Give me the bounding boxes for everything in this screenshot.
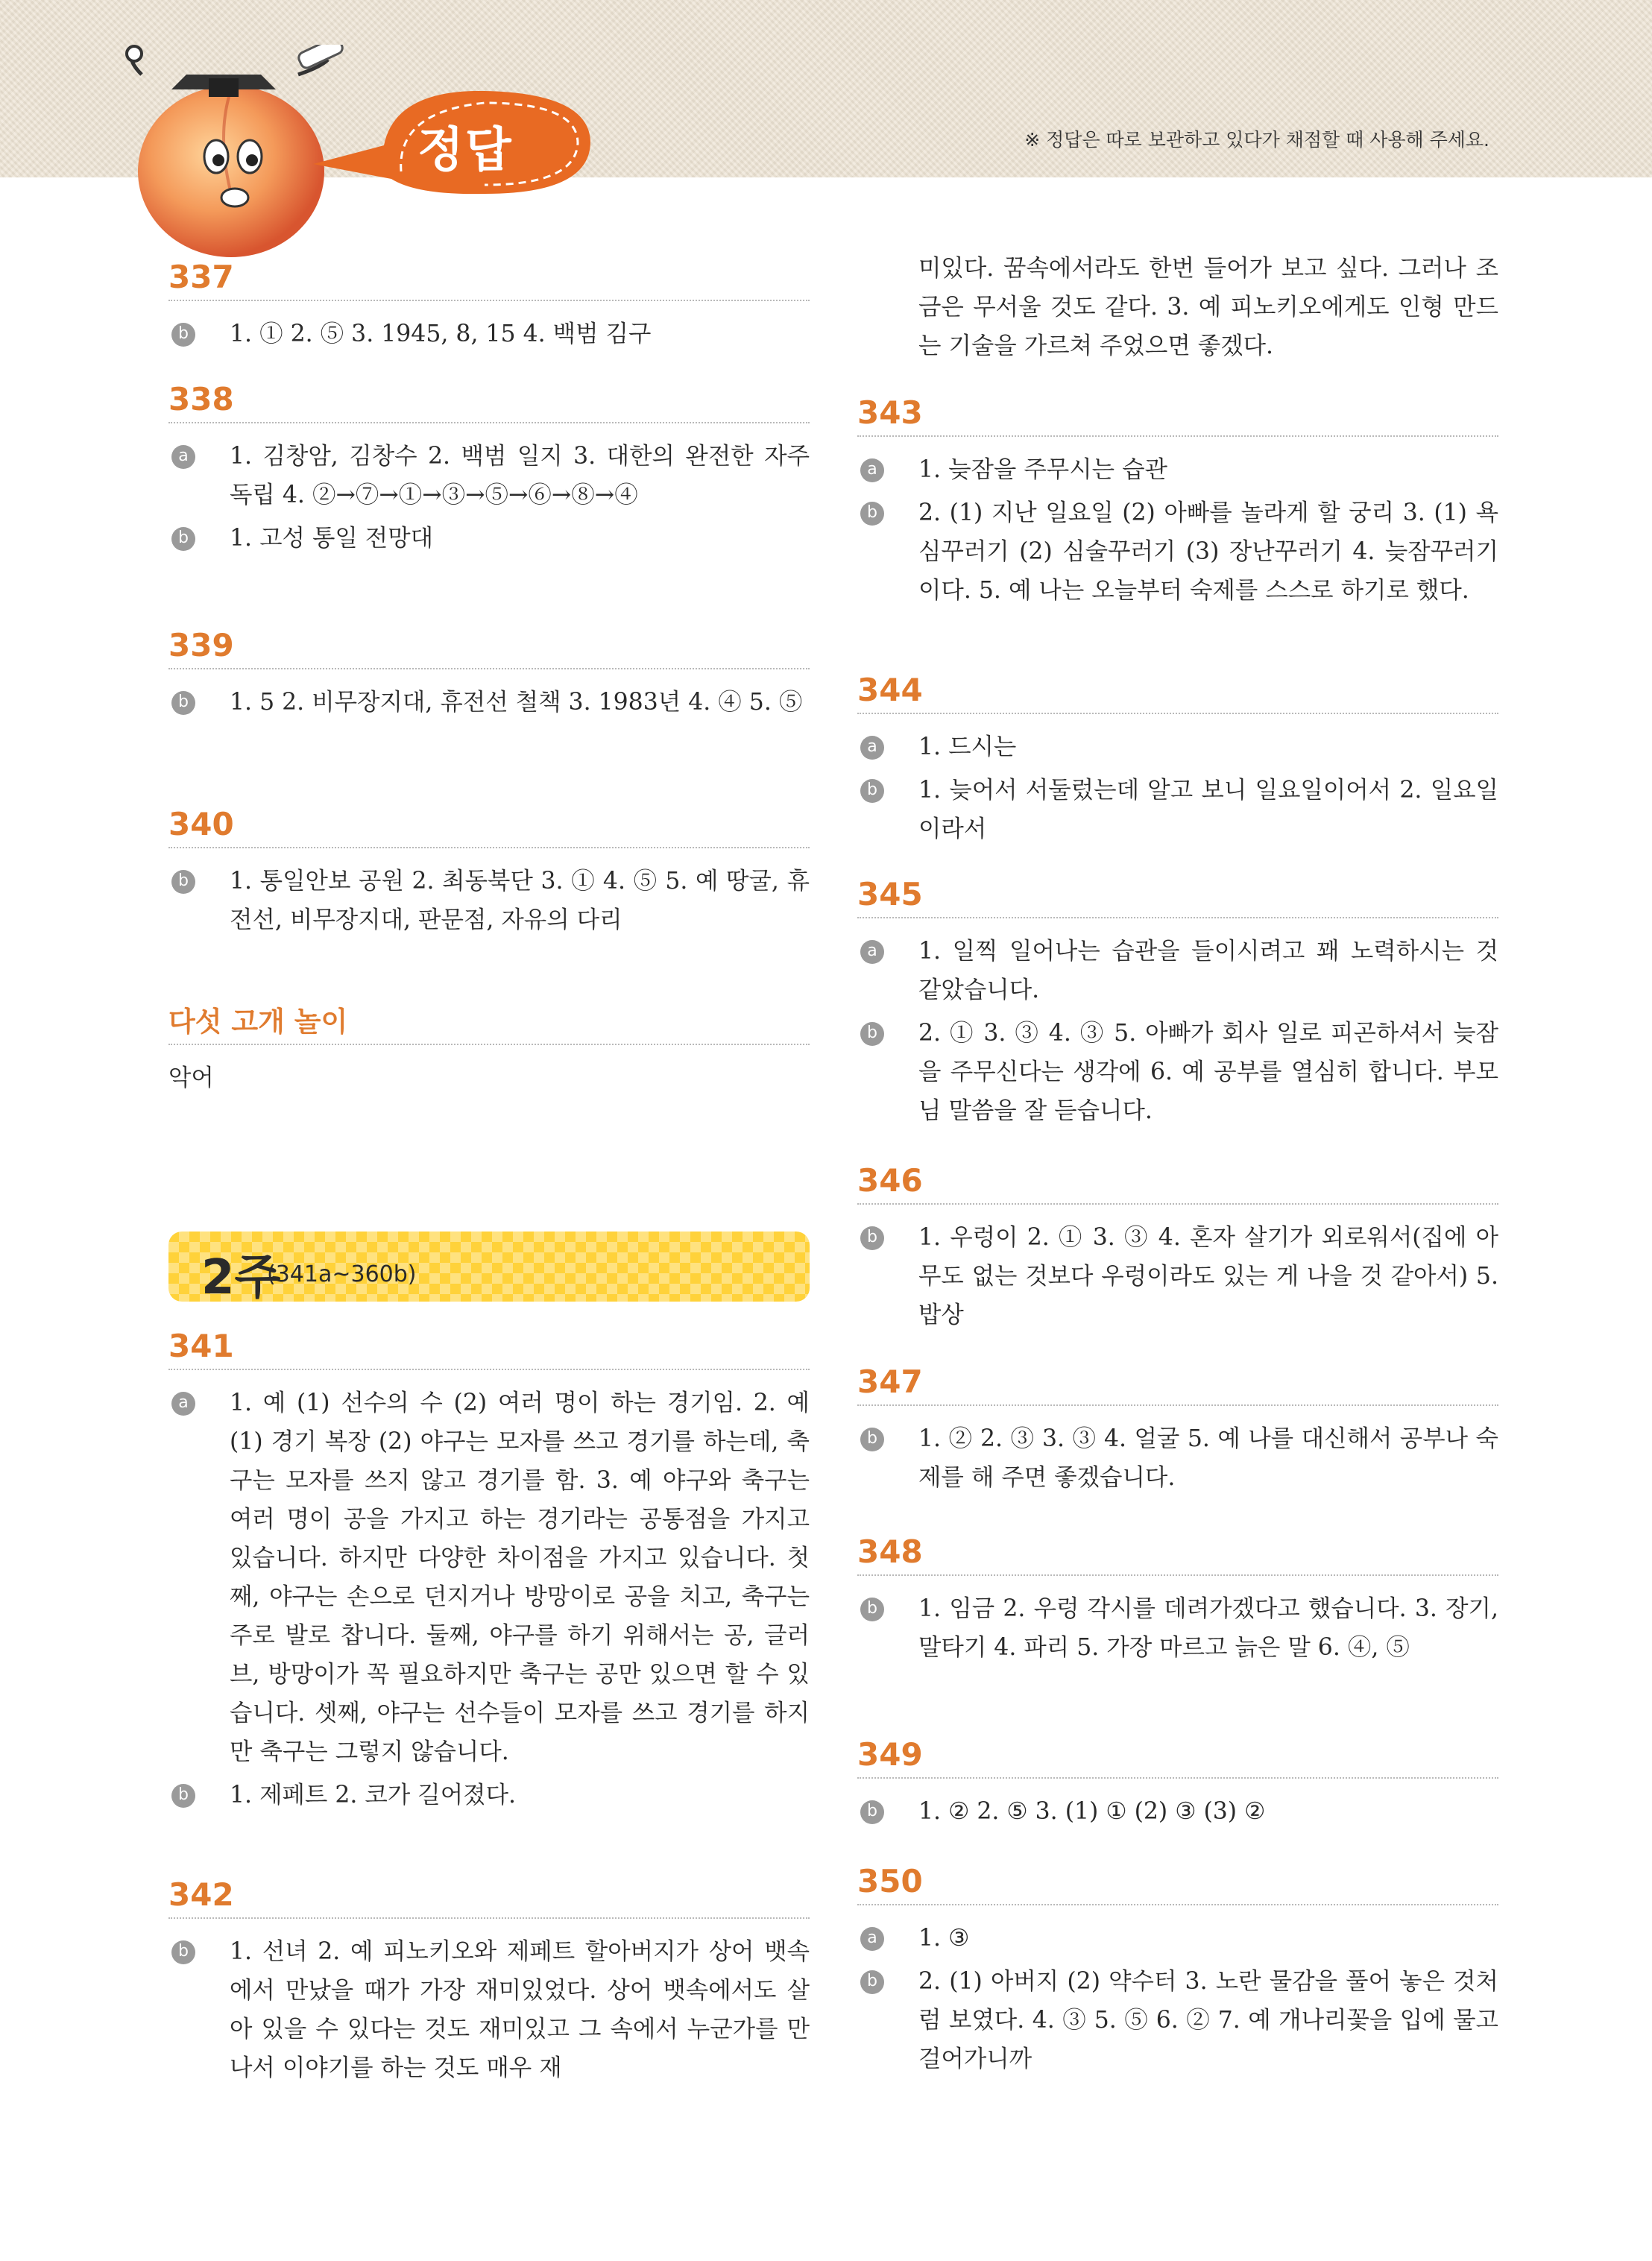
answer-row [857,1962,1498,2078]
answer-text: 1. 예 (1) 선수의 수 (2) 여러 명이 하는 경기임. 2. 예 (1) 경기 복장 (2) 야구는 모자를 쓰고 경기를 하는데, 축구는 모자를 쓰지 않고 경기를 함. 3. 예 야구와 축구는 여러 명이 공을 가지고 하는 경기라는 공통점을 가지고 있습니다. 하지만 다양한 차이점을 가지고 있습니다. 첫째, 야구는 손으로 던지거나 방망이로 공을 치고, 축구는 주로 발로 찹니다. 둘째, 야구를 하기 위해서는 공, 글러브, 방망이가 꼭 필요하지만 축구는 공만 있으면 할 수 있습니다. 셋째, 야구는 선수들이 모자를 쓰고 경기를 하지만 축구는 그렇지 않습니다. [230,1390,810,1766]
answer-text: 1. 일찍 일어나는 습관을 들이시려고 꽤 노력하시는 것 같았습니다. [918,938,1498,1004]
answer-row [168,1384,810,1771]
answer-text: 1. 선녀 2. 예 피노키오와 제페트 할아버지가 상어 뱃속에서 만났을 때가 가장 재미있었다. 상어 뱃속에서도 살아 있을 수 있다는 것도 재미있고 그 속에서 누군가를 만나서 이야기를 하는 것도 매우 재 [230,1938,810,2082]
answer-block-339 [168,628,810,726]
question-number: 343 [857,395,1498,437]
answer-block-349 [857,1737,1498,1835]
answer-continuation-342 [857,249,1498,370]
part-b-marker: b [171,1940,195,1964]
answer-row [168,519,810,558]
answer-block-342 [168,1877,810,2092]
answer-block-337 [168,259,810,358]
answer-row [857,1014,1498,1130]
answer-text: 1. 고성 통일 전망대 [230,525,434,552]
answer-block-350 [857,1864,1498,2083]
answer-row [857,1792,1498,1831]
answer-text: 1. 드시는 [918,734,1017,761]
answer-row [168,315,810,353]
answer-text: 1. ② 2. ⑤ 3. (1) ① (2) ③ (3) ② [918,1798,1266,1826]
question-number: 337 [168,259,810,301]
answer-text: 1. 임금 2. 우렁 각시를 데려가겠다고 했습니다. 3. 장기, 말타기 4. 파리 5. 가장 마르고 늙은 말 6. ④, ⑤ [918,1595,1498,1662]
answer-row [857,493,1498,610]
answer-text: 2. (1) 지난 일요일 (2) 아빠를 놀라게 할 궁리 3. (1) 욕심꾸러기 (2) 심술꾸러기 (3) 장난꾸러기 4. 늦잠꾸러기이다. 5. 예 나는 오늘부터 숙제를 스스로 하기로 했다. [918,499,1498,605]
answer-text: 2. ① 3. ③ 4. ③ 5. 아빠가 회사 일로 피곤하셔서 늦잠을 주무신다는 생각에 6. 예 공부를 열심히 합니다. 부모님 말씀을 잘 듣습니다. [918,1020,1498,1125]
answer-text: 1. 늦어서 서둘렀는데 알고 보니 일요일이어서 2. 일요일이라서 [918,777,1498,843]
answer-block-341 [168,1328,810,1819]
part-b-marker: b [860,502,884,526]
answer-text: 1. ③ [918,1925,970,1952]
part-b-marker: b [860,1022,884,1046]
week-range: (341a~360b) [267,1261,417,1287]
question-number: 340 [168,807,810,848]
answer-block-343 [857,395,1498,614]
part-b-marker: b [171,323,195,347]
answer-row [857,1919,1498,1958]
week-banner [168,1232,810,1305]
answer-row [168,1932,810,2087]
part-a-marker: a [860,1927,884,1951]
answer-row [168,437,810,514]
question-number: 341 [168,1328,810,1370]
answer-block-345 [857,877,1498,1135]
answer-text: 미있다. 꿈속에서라도 한번 들어가 보고 싶다. 그러나 조금은 무서울 것도 같다. 3. 예 피노키오에게도 인형 만드는 기술을 가르쳐 주었으면 좋겠다. [918,255,1498,359]
question-number: 347 [857,1364,1498,1406]
question-number: 342 [168,1877,810,1919]
answer-text: 2. (1) 아버지 (2) 약수터 3. 노란 물감을 풀어 놓은 것처럼 보였다. 4. ③ 5. ⑤ 6. ② 7. 예 개나리꽃을 입에 물고 걸어가니까 [918,1968,1498,2073]
question-number: 345 [857,877,1498,918]
part-b-marker: b [860,779,884,803]
game-answer: 악어 [168,1065,214,1091]
answer-row [857,932,1498,1009]
answer-row [857,1218,1498,1334]
part-b-marker: b [171,1784,195,1808]
game-block [168,999,810,1097]
answer-block-340 [168,807,810,944]
part-b-marker: b [171,870,195,894]
game-title: 다섯 고개 놀이 [168,999,810,1045]
part-a-marker: a [860,736,884,760]
part-b-marker: b [860,1428,884,1451]
question-number: 346 [857,1163,1498,1205]
header-note: ※ 정답은 따로 보관하고 있다가 채점할 때 사용해 주세요. [1024,129,1489,151]
answer-text: 1. 김창암, 김창수 2. 백범 일지 3. 대한의 완전한 자주 독립 4. ②→⑦→①→③→⑤→⑥→⑧→④ [230,443,810,509]
part-b-marker: b [860,1970,884,1994]
answer-row [857,1419,1498,1497]
question-number: 338 [168,382,810,423]
part-a-marker: a [171,1392,195,1416]
answer-text: 1. 제페트 2. 코가 길어졌다. [230,1782,517,1809]
answer-block-348 [857,1534,1498,1671]
part-b-marker: b [171,527,195,551]
part-a-marker: a [860,940,884,964]
part-b-marker: b [860,1226,884,1250]
answer-row [857,728,1498,766]
answer-block-338 [168,382,810,562]
answer-row [857,450,1498,489]
question-number: 349 [857,1737,1498,1779]
answer-text: 1. ② 2. ③ 3. ③ 4. 얼굴 5. 예 나를 대신해서 공부나 숙제를 해 주면 좋겠습니다. [918,1425,1498,1492]
part-a-marker: a [171,445,195,469]
part-a-marker: a [860,458,884,482]
part-b-marker: b [860,1800,884,1824]
answer-row [168,683,810,722]
answer-row [857,771,1498,848]
question-number: 344 [857,672,1498,714]
answer-row [168,862,810,939]
answer-block-346 [857,1163,1498,1339]
question-number: 348 [857,1534,1498,1576]
answer-block-347 [857,1364,1498,1501]
answer-row [857,249,1498,365]
part-b-marker: b [860,1598,884,1621]
answer-text: 1. 늦잠을 주무시는 습관 [918,456,1167,484]
answer-row [168,1776,810,1814]
week-label: 2주 [201,1250,281,1305]
answer-text: 1. 우렁이 2. ① 3. ③ 4. 혼자 살기가 외로워서(집에 아무도 없는 것보다 우렁이라도 있는 게 나을 것 같아서) 5. 밥상 [918,1224,1498,1329]
answer-text: 1. 5 2. 비무장지대, 휴전선 철책 3. 1983년 4. ④ 5. ⑤ [230,689,803,716]
part-b-marker: b [171,691,195,715]
answer-row [857,1589,1498,1667]
answer-text: 1. ① 2. ⑤ 3. 1945, 8, 15 4. 백범 김구 [230,321,652,348]
answer-block-344 [857,672,1498,853]
question-number: 350 [857,1864,1498,1905]
question-number: 339 [168,628,810,669]
answer-text: 1. 통일안보 공원 2. 최동북단 3. ① 4. ⑤ 5. 예 땅굴, 휴전선, 비무장지대, 판문점, 자유의 다리 [230,868,810,934]
page-title: 정답 [417,123,513,178]
